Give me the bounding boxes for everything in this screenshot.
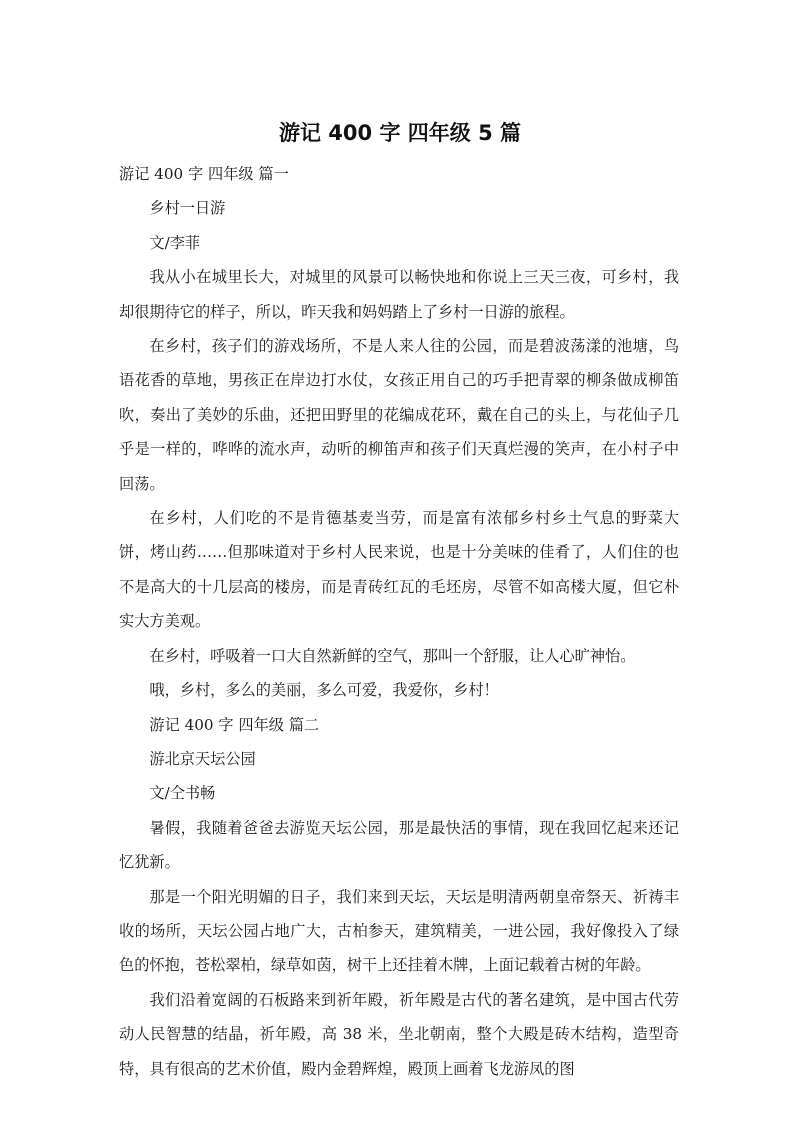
- body-paragraph: 文/仝书畅: [149, 784, 216, 803]
- body-paragraph: 文/李菲: [149, 233, 201, 252]
- body-paragraph: 乡村一日游: [149, 199, 226, 218]
- body-paragraph: 我从小在城里长大，对城里的风景可以畅快地和你说上三天三夜，可乡村，我却很期待它的样子，所以，昨天我和妈妈踏上了乡村一日游的旅程。: [119, 268, 679, 321]
- body-paragraph: 暑假，我随着爸爸去游览天坛公园，那是最快活的事情，现在我回忆起来还记忆犹新。: [119, 818, 679, 872]
- body-paragraph: 游北京天坛公园: [149, 749, 256, 768]
- body-paragraph: 游记 400 字 四年级 篇一: [119, 165, 289, 183]
- body-paragraph: 在乡村，人们吃的不是肯德基麦当劳，而是富有浓郁乡村乡土气息的野菜大饼，烤山药……但那味道对于乡村人民来说，也是十分美味的佳肴了，人们住的也不是高大的十几层高的楼房，而是青砖红瓦的毛坯房，尽管不如高楼大厦，但它朴实大方美观。: [119, 509, 679, 631]
- body-paragraph: 哦，乡村，多么的美丽，多么可爱，我爱你，乡村！: [149, 681, 499, 700]
- body-paragraph: 我们沿着宽阔的石板路来到祈年殿，祈年殿是古代的著名建筑，是中国古代劳动人民智慧的结晶，祈年殿，高 38 米，坐北朝南，整个大殿是砖木结构，造型奇特，具有很高的艺术价值，殿内金碧辉煌，殿顶上画着飞龙游凤的图: [119, 990, 679, 1078]
- body-paragraph: 在乡村，呼吸着一口大自然新鲜的空气，那叫一个舒服，让人心旷神怡。: [149, 646, 636, 665]
- body-paragraph: 游记 400 字 四年级 篇二: [149, 715, 320, 734]
- document-body: [119, 157, 679, 1086]
- document-title: 游记 400 字 四年级 5 篇: [278, 121, 521, 145]
- body-paragraph: 在乡村，孩子们的游戏场所，不是人来人往的公园，而是碧波荡漾的池塘，鸟语花香的草地，男孩正在岸边打水仗，女孩正用自己的巧手把青翠的柳条做成柳笛吹，奏出了美妙的乐曲，还把田野里的花编成花环，戴在自己的头上，与花仙子几乎是一样的，哗哗的流水声，动听的柳笛声和孩子们天真烂漫的笑声，在小村子中回荡。: [119, 337, 679, 493]
- body-paragraph: 那是一个阳光明媚的日子，我们来到天坛，天坛是明清两朝皇帝祭天、祈祷丰收的场所，天坛公园占地广大，古柏参天，建筑精美，一进公园，我好像投入了绿色的怀抱，苍松翠柏，绿草如茵，树干上还挂着木牌，上面记载着古树的年龄。: [119, 887, 679, 975]
